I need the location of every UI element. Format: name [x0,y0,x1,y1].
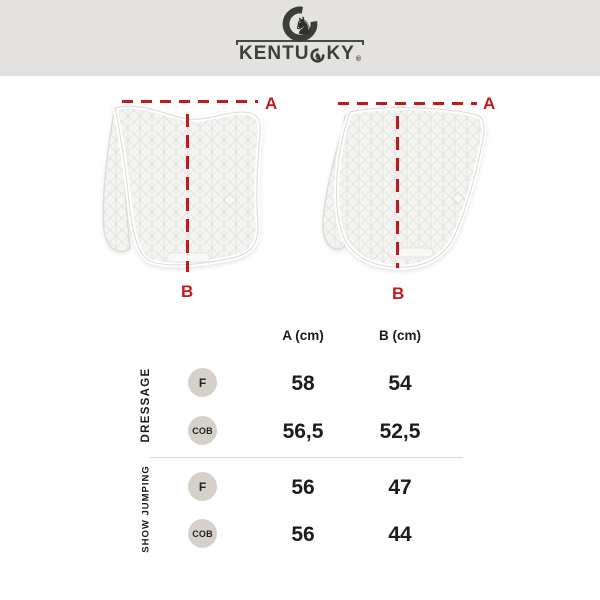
registered-trademark: ® [355,56,362,63]
wordmark-pre: KENTU [238,43,310,64]
size-badge-jumping-cob: COB [188,519,217,548]
svg-text:♞: ♞ [314,51,325,63]
column-header-a: A (cm) [282,328,324,343]
cell-dressage-f-b: 54 [388,372,412,395]
pad-strap [388,248,433,257]
cell-dressage-f-a: 58 [291,372,315,395]
height-label-jumping: B [392,284,405,303]
show-jumping-saddle-pad-image [317,106,489,274]
height-dimension-line-dressage [186,114,189,272]
cell-jumping-f-a: 56 [291,476,315,499]
group-label-dressage: DRESSAGE [140,367,152,443]
svg-text:♞: ♞ [292,12,315,40]
size-badge-dressage-f: F [188,368,217,397]
dressage-saddle-pad-image [98,104,266,272]
cell-dressage-cob-a: 56,5 [282,420,324,443]
height-dimension-line-jumping [396,116,399,268]
cell-jumping-cob-b: 44 [388,523,412,546]
cell-jumping-f-b: 47 [388,476,412,499]
pad-strap [167,253,210,262]
group-divider [150,457,463,458]
cell-jumping-cob-a: 56 [291,523,315,546]
width-dimension-line-jumping [338,102,477,105]
cell-dressage-cob-b: 52,5 [379,420,421,443]
width-dimension-line-dressage [122,100,258,103]
wordmark-post: KY [326,43,355,64]
height-label-dressage: B [181,282,194,301]
width-label-jumping: A [483,94,496,113]
size-badge-dressage-cob: COB [188,416,217,445]
group-label-show-jumping: SHOW JUMPING [140,465,152,553]
size-badge-jumping-f: F [188,472,217,501]
column-header-b: B (cm) [378,328,421,343]
width-label-dressage: A [265,94,278,113]
